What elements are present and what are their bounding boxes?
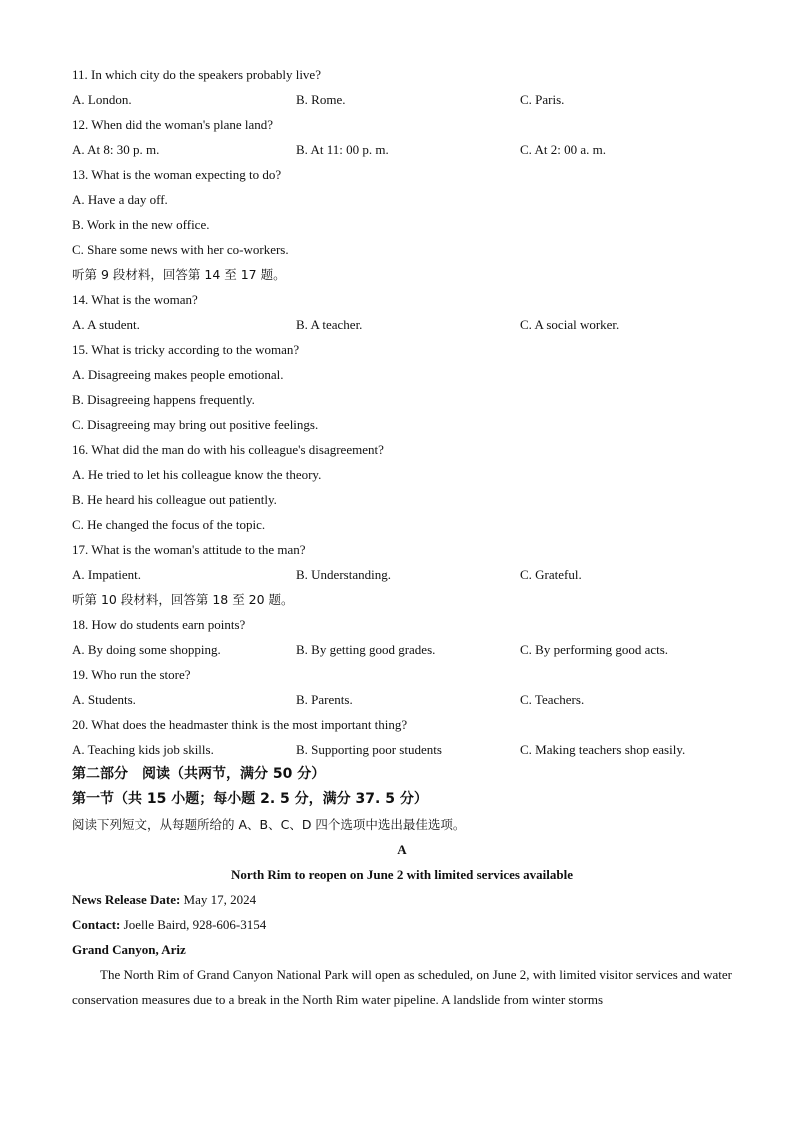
contact-line [72, 912, 732, 937]
option-b: B. He heard his colleague out patiently. [72, 492, 277, 507]
release-date-label: News Release Date: [72, 892, 181, 907]
option-b: B. Disagreeing happens frequently. [72, 392, 255, 407]
option-a: A. Have a day off. [72, 192, 168, 207]
option-b: B. By getting good grades. [296, 642, 436, 657]
option-c: C. Grateful. [520, 567, 582, 582]
article-letter: A [397, 842, 407, 857]
option-b: B. At 11: 00 p. m. [296, 142, 389, 157]
option-c: C. Making teachers shop easily. [520, 742, 686, 757]
question-11: 11. In which city do the speakers probably live? [72, 67, 321, 82]
option-b: B. Parents. [296, 692, 353, 707]
option-a: A. Impatient. [72, 567, 141, 582]
passage-9-instruction: 听第 9 段材料，回答第 14 至 17 题。 [72, 267, 286, 282]
options-12 [72, 137, 732, 162]
document-page [72, 62, 732, 1012]
passage-10-instruction: 听第 10 段材料，回答第 18 至 20 题。 [72, 592, 294, 607]
article-location: Grand Canyon, Ariz [72, 942, 186, 957]
contact-label: Contact: [72, 917, 121, 932]
option-b: B. Supporting poor students [296, 742, 442, 757]
option-b: B. A teacher. [296, 317, 363, 332]
options-14 [72, 312, 732, 337]
question-13: 13. What is the woman expecting to do? [72, 167, 282, 182]
contact-value: Joelle Baird, 928-606-3154 [120, 917, 267, 932]
option-c: C. At 2: 00 a. m. [520, 142, 606, 157]
article-headline: North Rim to reopen on June 2 with limited services available [230, 867, 574, 882]
option-a: A. A student. [72, 317, 140, 332]
section-1-title: 第一节（共 15 小题；每小题 2. 5 分，满分 37. 5 分） [72, 791, 428, 807]
option-a: A. Teaching kids job skills. [72, 742, 214, 757]
part-2-title: 第二部分 阅读（共两节，满分 50 分） [72, 766, 326, 782]
question-18: 18. How do students earn points? [72, 617, 246, 632]
question-16: 16. What did the man do with his colleague's disagreement? [72, 442, 384, 457]
option-c: C. Paris. [520, 92, 565, 107]
option-b: B. Work in the new office. [72, 217, 210, 232]
reading-instruction: 阅读下列短文，从每题所给的 A、B、C、D 四个选项中选出最佳选项。 [72, 817, 466, 832]
question-17: 17. What is the woman's attitude to the man? [72, 542, 306, 557]
option-a: A. London. [72, 92, 132, 107]
option-c: C. Teachers. [520, 692, 585, 707]
question-20: 20. What does the headmaster think is the most important thing? [72, 717, 408, 732]
question-15: 15. What is tricky according to the woman? [72, 342, 300, 357]
options-19 [72, 687, 732, 712]
option-b: B. Understanding. [296, 567, 391, 582]
option-c: C. By performing good acts. [520, 642, 669, 657]
option-c: C. Disagreeing may bring out positive feelings. [72, 417, 319, 432]
option-c: C. Share some news with her co-workers. [72, 242, 289, 257]
release-date-value: May 17, 2024 [180, 892, 257, 907]
article-paragraph: The North Rim of Grand Canyon National Park will open as scheduled, on June 2, with limited visitor services and water conservation measures due to a break in the North Rim water pipeline. A landslide from winter storms [72, 967, 732, 1007]
option-b: B. Rome. [296, 92, 346, 107]
options-18 [72, 637, 732, 662]
options-20 [72, 737, 732, 762]
option-c: C. He changed the focus of the topic. [72, 517, 266, 532]
option-c: C. A social worker. [520, 317, 620, 332]
option-a: A. By doing some shopping. [72, 642, 221, 657]
options-11 [72, 87, 732, 112]
question-14: 14. What is the woman? [72, 292, 198, 307]
release-date-line [72, 887, 732, 912]
option-a: A. Disagreeing makes people emotional. [72, 367, 284, 382]
question-19: 19. Who run the store? [72, 667, 191, 682]
options-17 [72, 562, 732, 587]
option-a: A. At 8: 30 p. m. [72, 142, 160, 157]
question-12: 12. When did the woman's plane land? [72, 117, 274, 132]
option-a: A. He tried to let his colleague know the theory. [72, 467, 322, 482]
option-a: A. Students. [72, 692, 136, 707]
